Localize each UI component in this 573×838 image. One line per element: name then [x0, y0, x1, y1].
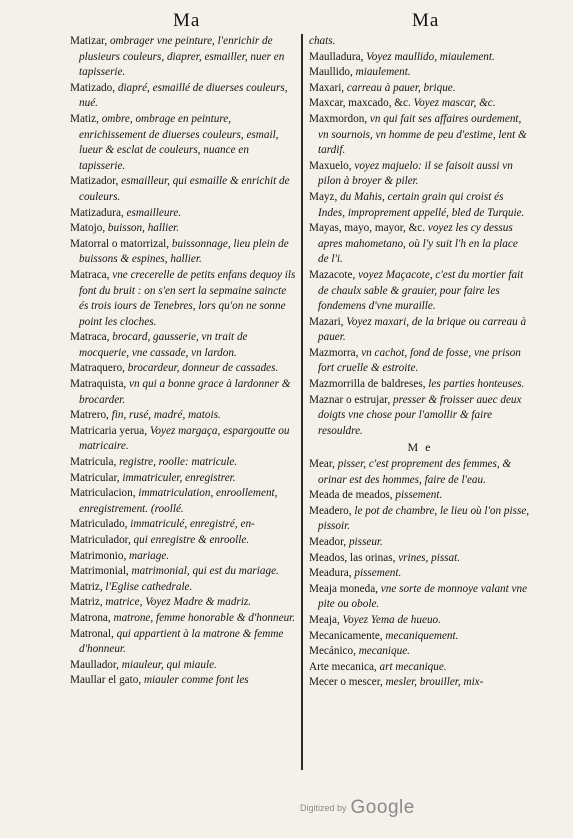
entry-headword: Matricaria yerua,: [70, 424, 148, 437]
entry-definition: vn qui a bonne grace à lardonner & brocarder.: [79, 378, 291, 406]
dictionary-entry: [309, 488, 531, 504]
digitized-watermark: [300, 797, 415, 819]
dictionary-entry: [309, 504, 531, 535]
entry-headword: Matrona,: [70, 611, 111, 624]
dictionary-entry: [70, 174, 298, 205]
entry-definition: esmailleur, qui esmaille & enrichit de couleurs.: [79, 175, 290, 203]
dictionary-entry: [309, 315, 531, 346]
dictionary-entry: [70, 330, 298, 361]
dictionary-entry: [309, 393, 531, 440]
dictionary-entry: [309, 613, 531, 629]
entry-headword: Matronal,: [70, 627, 114, 640]
entry-headword: Matiz,: [70, 112, 99, 125]
entry-headword: Matrero,: [70, 409, 109, 422]
entry-definition: miauler comme font les: [141, 674, 249, 687]
dictionary-entry: [309, 112, 531, 159]
entry-definition: vn qui fait ses affaires ourdement, vn sournois, vn homme de peu d'estime, lent & tardif.: [318, 112, 527, 157]
dictionary-entry: [70, 408, 298, 424]
google-logo: Google: [350, 797, 415, 818]
entry-headword: Maznar o estrujar,: [309, 393, 391, 406]
entry-headword: Matojo,: [70, 222, 106, 235]
dictionary-entry: [70, 34, 298, 81]
dictionary-entry: [309, 675, 531, 691]
dictionary-entry: [70, 112, 298, 174]
dictionary-entry: [309, 582, 531, 613]
entry-definition: esmailleure.: [123, 206, 182, 219]
dictionary-entry: [70, 627, 298, 658]
entry-definition: pisseur.: [346, 536, 383, 548]
entry-headword: Mazmorrilla de baldreses,: [309, 378, 426, 391]
dictionary-entry: [70, 564, 298, 580]
entry-definition: voyez majuelo: il se faisoit aussi vn pilon à broyer & piler.: [318, 159, 513, 188]
entry-headword: Matriculacion,: [70, 487, 136, 500]
dictionary-entry: [309, 346, 531, 377]
entry-headword: Mayas, mayo, mayor, &c.: [309, 222, 426, 235]
entry-headword: Matizado,: [70, 81, 116, 94]
entry-headword: Matriz,: [70, 596, 103, 609]
column-rule: [301, 34, 303, 770]
entry-definition: chats.: [309, 35, 336, 47]
entry-definition: immatriculation, enroollement, enregistrement. (roollé.: [79, 487, 278, 515]
section-heading: M e: [407, 440, 433, 455]
dictionary-entry: [309, 50, 531, 66]
entry-headword: Maxmordon,: [309, 112, 368, 125]
dictionary-entry: [309, 268, 531, 315]
entry-headword: Maullar el gato,: [70, 674, 142, 687]
entry-definition: pisser, c'est proprement des femmes, & orinar est des hommes, faire de l'eau.: [318, 458, 512, 486]
entry-headword: Maullador,: [70, 658, 119, 671]
entry-headword: Mear,: [309, 458, 335, 471]
entry-definition: immatriculer, enregistrer.: [119, 471, 236, 484]
dictionary-entry: [309, 377, 531, 393]
entry-definition: le pot de chambre, le lieu où l'on pisse, pissoir.: [318, 504, 530, 533]
entry-definition: l'Eglise cathedrale.: [102, 580, 193, 593]
dictionary-entry: [309, 660, 531, 676]
entry-headword: Mecanicamente,: [309, 629, 383, 642]
dictionary-entry: [70, 517, 298, 533]
dictionary-entry: [70, 424, 298, 455]
entry-headword: Arte mecanica,: [309, 660, 377, 673]
entry-headword: Matrimonial,: [70, 565, 129, 578]
dictionary-entry: [309, 644, 531, 660]
entry-headword: Matizador,: [70, 175, 119, 188]
dictionary-entry: [70, 471, 298, 487]
entry-headword: Matorral o matorrizal,: [70, 237, 170, 250]
dictionary-entry: [70, 533, 298, 549]
entry-definition: vne crecerelle de petits enfans dequoy ils font du bruit : on s'en sert la sepmaine saincte és trois iours de Tenebres, lors qu'on ne sonne point les cloches.: [79, 268, 296, 328]
entry-definition: du Mahis, certain grain qui croist és Indes, improprement appellé, bled de Turquie.: [318, 190, 525, 219]
entry-definition: Voyez maxari, de la brique ou carreau à pauer.: [318, 315, 527, 344]
entry-headword: Matriculado,: [70, 518, 128, 531]
entry-headword: Mecánico,: [309, 645, 356, 658]
entry-headword: Matriculador,: [70, 534, 131, 546]
entry-headword: Meadero,: [309, 504, 352, 517]
entry-definition: qui appartient à la matrone & femme d'honneur.: [79, 627, 284, 656]
dictionary-entry: [70, 549, 298, 565]
entry-headword: Matriz,: [70, 580, 103, 593]
entry-definition: pissement.: [392, 489, 443, 502]
entry-headword: Matricular,: [70, 471, 120, 484]
entry-headword: Maxuelo,: [309, 159, 352, 172]
entry-definition: Voyez maullido, miaulement.: [363, 50, 495, 63]
dictionary-entry: [70, 237, 298, 268]
entry-definition: vrines, pissat.: [395, 551, 461, 564]
entry-definition: mesler, brouiller, mix-: [382, 676, 484, 689]
entry-headword: Maxari,: [309, 81, 345, 94]
entry-headword: Matraca,: [70, 331, 110, 344]
entry-definition: vn cachot, fond de fosse, vne prison fort cruelle & estroite.: [318, 346, 521, 375]
dictionary-entry: [70, 268, 298, 330]
entry-definition: les parties honteuses.: [425, 378, 525, 391]
entry-definition: fin, rusé, madré, matois.: [108, 409, 221, 422]
entry-definition: voyez Maçacote, c'est du mortier fait de chaulx sable & grauier, pour faire les fondemens d'vne muraille.: [318, 268, 524, 313]
dictionary-entry: [70, 673, 298, 689]
entry-headword: Meadura,: [309, 567, 352, 580]
dictionary-entry: [309, 81, 531, 97]
digitized-by-text: Digitized by: [300, 803, 347, 813]
entry-headword: Meador,: [309, 536, 347, 548]
entry-headword: Matraquista,: [70, 378, 127, 391]
entry-definition: ombre, ombrage en peinture, enrichissement de diuerses couleurs, esmail, lueur & esclat de couleurs, nuance en tapisserie.: [79, 112, 279, 172]
entry-definition: Voyez margaça, espargoutte ou matricaire.: [79, 424, 290, 453]
entry-definition: buissonnage, lieu plein de buissons & espines, hallier.: [79, 237, 289, 266]
dictionary-entry: [70, 595, 298, 611]
entry-definition: brocard, gausserie, vn trait de mocquerie, vne cassade, vn lardon.: [79, 331, 248, 359]
right-column: [309, 34, 531, 691]
entry-headword: Matraca,: [70, 268, 110, 281]
entry-headword: Mazmorra,: [309, 346, 359, 359]
entry-definition: art mecanique.: [376, 660, 447, 673]
entry-definition: matrimonial, qui est du mariage.: [128, 565, 279, 578]
entry-definition: voyez les cy dessus apres mahometano, où l'y suit l'h en la place de l'i.: [318, 222, 518, 266]
entry-definition: miauleur, qui miaule.: [118, 658, 217, 671]
entry-headword: Meaja,: [309, 613, 340, 626]
entry-definition: qui enregistre & enroolle.: [130, 534, 250, 546]
running-head-right: Ma: [412, 10, 440, 31]
entry-headword: Meaja moneda,: [309, 582, 378, 595]
entry-headword: Meados, las orinas,: [309, 551, 396, 564]
dictionary-entry: [309, 566, 531, 582]
dictionary-entry: [70, 455, 298, 471]
entry-headword: Matrimonio,: [70, 549, 127, 562]
running-head-left: Ma: [173, 10, 201, 31]
dictionary-entry: [309, 190, 531, 221]
entry-headword: Mazacote,: [309, 268, 356, 281]
dictionary-entry: [70, 486, 298, 517]
dictionary-entry: [309, 551, 531, 567]
dictionary-entry: [309, 96, 531, 112]
dictionary-entry: [70, 377, 298, 408]
entry-definition: immatriculé, enregistré, en-: [127, 518, 255, 531]
dictionary-entry: [309, 221, 531, 268]
dictionary-entry: [309, 34, 531, 50]
dictionary-entry: [309, 457, 531, 488]
entry-headword: Mayz,: [309, 190, 338, 203]
entry-definition: miaulement.: [352, 66, 411, 79]
entry-definition: Voyez Yema de hueuo.: [339, 613, 441, 626]
dictionary-entry: [70, 361, 298, 377]
entry-headword: Maulladura,: [309, 50, 364, 63]
dictionary-entry: [70, 611, 298, 627]
entry-definition: presser & froisser auec deux doigts vne chose pour l'amollir & faire resouldre.: [318, 393, 522, 437]
entry-definition: mariage.: [126, 549, 170, 562]
entry-headword: Matraquero,: [70, 362, 125, 375]
dictionary-entry: [70, 206, 298, 222]
entry-headword: Maxcar, maxcado, &c.: [309, 97, 411, 110]
dictionary-entry: [309, 65, 531, 81]
dictionary-entry: [70, 580, 298, 596]
entry-headword: Meada de meados,: [309, 489, 393, 502]
entry-definition: matrice, Voyez Madre & madriz.: [102, 596, 252, 609]
entry-headword: Maullido,: [309, 66, 353, 79]
entry-definition: matrone, femme honorable & d'honneur.: [110, 611, 296, 624]
dictionary-entry: [309, 159, 531, 190]
entry-definition: ombrager vne peinture, l'enrichir de plusieurs couleurs, diaprer, esmailler, nuer en tapisserie.: [79, 35, 285, 79]
entry-definition: mecaniquement.: [382, 629, 459, 642]
entry-definition: vne sorte de monnoye valant vne pite ou obole.: [318, 582, 528, 611]
entry-definition: mecanique.: [355, 645, 410, 658]
dictionary-entry: [70, 658, 298, 674]
dictionary-entry: [309, 629, 531, 645]
entry-headword: Matricula,: [70, 456, 117, 469]
entry-headword: Mecer o mescer,: [309, 676, 383, 689]
dictionary-entry: [70, 81, 298, 112]
entry-definition: carreau à pauer, brique.: [344, 81, 456, 94]
entry-headword: Matizar,: [70, 35, 108, 47]
entry-definition: buisson, hallier.: [105, 222, 180, 235]
dictionary-entry: [70, 221, 298, 237]
entry-definition: Voyez mascar, &c.: [410, 97, 496, 110]
dictionary-entry: [309, 535, 531, 551]
entry-definition: registre, roolle: matricule.: [116, 456, 238, 469]
left-column: [70, 34, 298, 689]
entry-headword: Matizadura,: [70, 206, 124, 219]
entry-definition: diapré, esmaillé de diuerses couleurs, nué.: [79, 81, 288, 110]
entry-definition: pissement.: [351, 567, 402, 580]
entry-definition: brocardeur, donneur de cassades.: [124, 362, 279, 375]
entry-headword: Mazari,: [309, 315, 344, 328]
